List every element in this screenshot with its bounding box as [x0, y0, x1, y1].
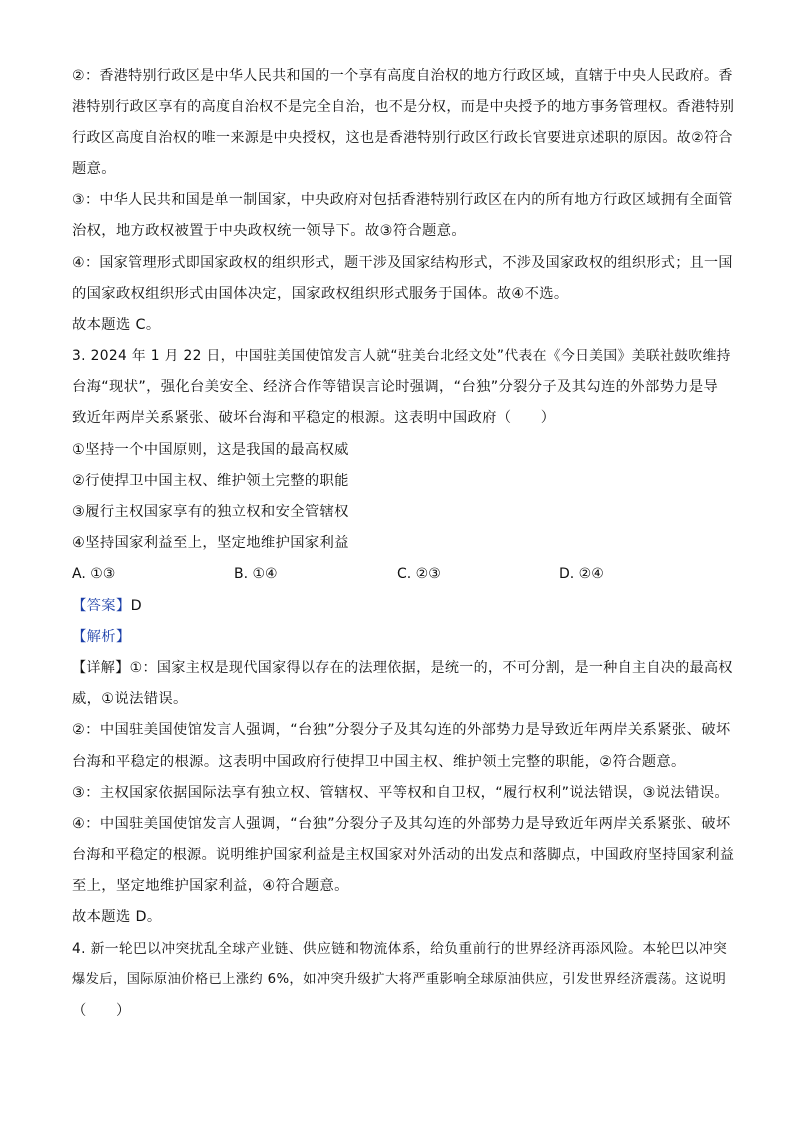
question-3-stem: 台海“现状”，强化台美安全、经济合作等错误言论时强调，“台独”分裂分子及其勾连的外部势力是导 [72, 379, 719, 395]
question-3-stem: 致近年两岸关系紧张、破坏台海和平稳定的根源。这表明中国政府（ ） [72, 410, 556, 426]
text-line: ④：中国驻美国使馆发言人强调，“台独”分裂分子及其勾连的外部势力是导致近年两岸关系紧张、破坏 [72, 816, 731, 832]
text-line: 威，①说法错误。 [72, 691, 188, 707]
text-line: ②：中国驻美国使馆发言人强调，“台独”分裂分子及其勾连的外部势力是导致近年两岸关系紧张、破坏 [72, 722, 731, 738]
option-d: D. ②④ [559, 566, 604, 582]
text-line: 题意。 [72, 161, 116, 177]
answer-value: D [130, 598, 142, 614]
answer-tag: 【答案】 [72, 598, 131, 614]
detail-text: ①：国家主权是现代国家得以存在的法理依据，是统一的，不可分割，是一种自主自决的最高权 [129, 660, 733, 676]
detail-line [72, 658, 733, 678]
text-line: 故本题选 D。 [72, 909, 162, 925]
text-line: ②：香港特别行政区是中华人民共和国的一个享有高度自治权的地方行政区域，直辖于中央人民政府。香 [72, 68, 733, 84]
text-line: 台海和平稳定的根源。说明维护国家利益是主权国家对外活动的出发点和落脚点，中国政府坚持国家利益 [72, 847, 735, 863]
text-line: 故本题选 C。 [72, 317, 161, 333]
text-line: ③：中华人民共和国是单一制国家，中央政府对包括香港特别行政区在内的所有地方行政区域拥有全面管 [72, 192, 733, 208]
text-line: 港特别行政区享有的高度自治权不是完全自治，也不是分权，而是中央授予的地方事务管理权。香港特别 [72, 99, 735, 115]
text-line: ④：国家管理形式即国家政权的组织形式，题干涉及国家结构形式，不涉及国家政权的组织形式；且一国 [72, 255, 733, 271]
text-line: 至上，坚定地维护国家利益，④符合题意。 [72, 878, 349, 894]
text-line: 台海和平稳定的根源。这表明中国政府行使捍卫中国主权、维护领土完整的职能，②符合题意。 [72, 754, 686, 770]
text-line: ③：主权国家依据国际法享有独立权、管辖权、平等权和自卫权，“履行权利”说法错误，③说法错误。 [72, 785, 730, 801]
question-4-stem: 爆发后，国际原油价格已上涨约 6%，如冲突升级扩大将严重影响全球原油供应，引发世界经济震荡。这说明 [72, 972, 727, 987]
question-4-stem: 4. 新一轮巴以冲突扰乱全球产业链、供应链和物流体系，给负重前行的世界经济再添风险。本轮巴以冲突 [72, 941, 728, 957]
statement-item: ③履行主权国家享有的独立权和安全管辖权 [72, 504, 349, 520]
question-3-stem: 3. 2024 年 1 月 22 日，中国驻美国使馆发言人就“驻美台北经文处”代表在《今日美国》美联社鼓吹维持 [72, 348, 731, 364]
analysis-tag: 【解析】 [72, 629, 131, 645]
statement-item: ②行使捍卫中国主权、维护领土完整的职能 [72, 473, 349, 489]
option-b: B. ①④ [234, 566, 278, 582]
option-c: C. ②③ [397, 566, 441, 582]
question-4-stem: （ ） [72, 1003, 131, 1019]
detail-tag: 【详解】 [72, 660, 130, 676]
statement-item: ①坚持一个中国原则，这是我国的最高权威 [72, 442, 349, 458]
option-a: A. ①③ [72, 566, 116, 582]
text-line: 行政区高度自治权的唯一来源是中央授权，这也是香港特别行政区行政长官要进京述职的原因。故②符合 [72, 130, 733, 146]
text-line: 治权，地方政权被置于中央政权统一领导下。故③符合题意。 [72, 223, 466, 239]
statement-item: ④坚持国家利益至上，坚定地维护国家利益 [72, 535, 349, 551]
answer-line [72, 596, 142, 616]
analysis-heading [72, 627, 131, 647]
text-line: 的国家政权组织形式由国体决定，国家政权组织形式服务于国体。故④不选。 [72, 286, 569, 302]
